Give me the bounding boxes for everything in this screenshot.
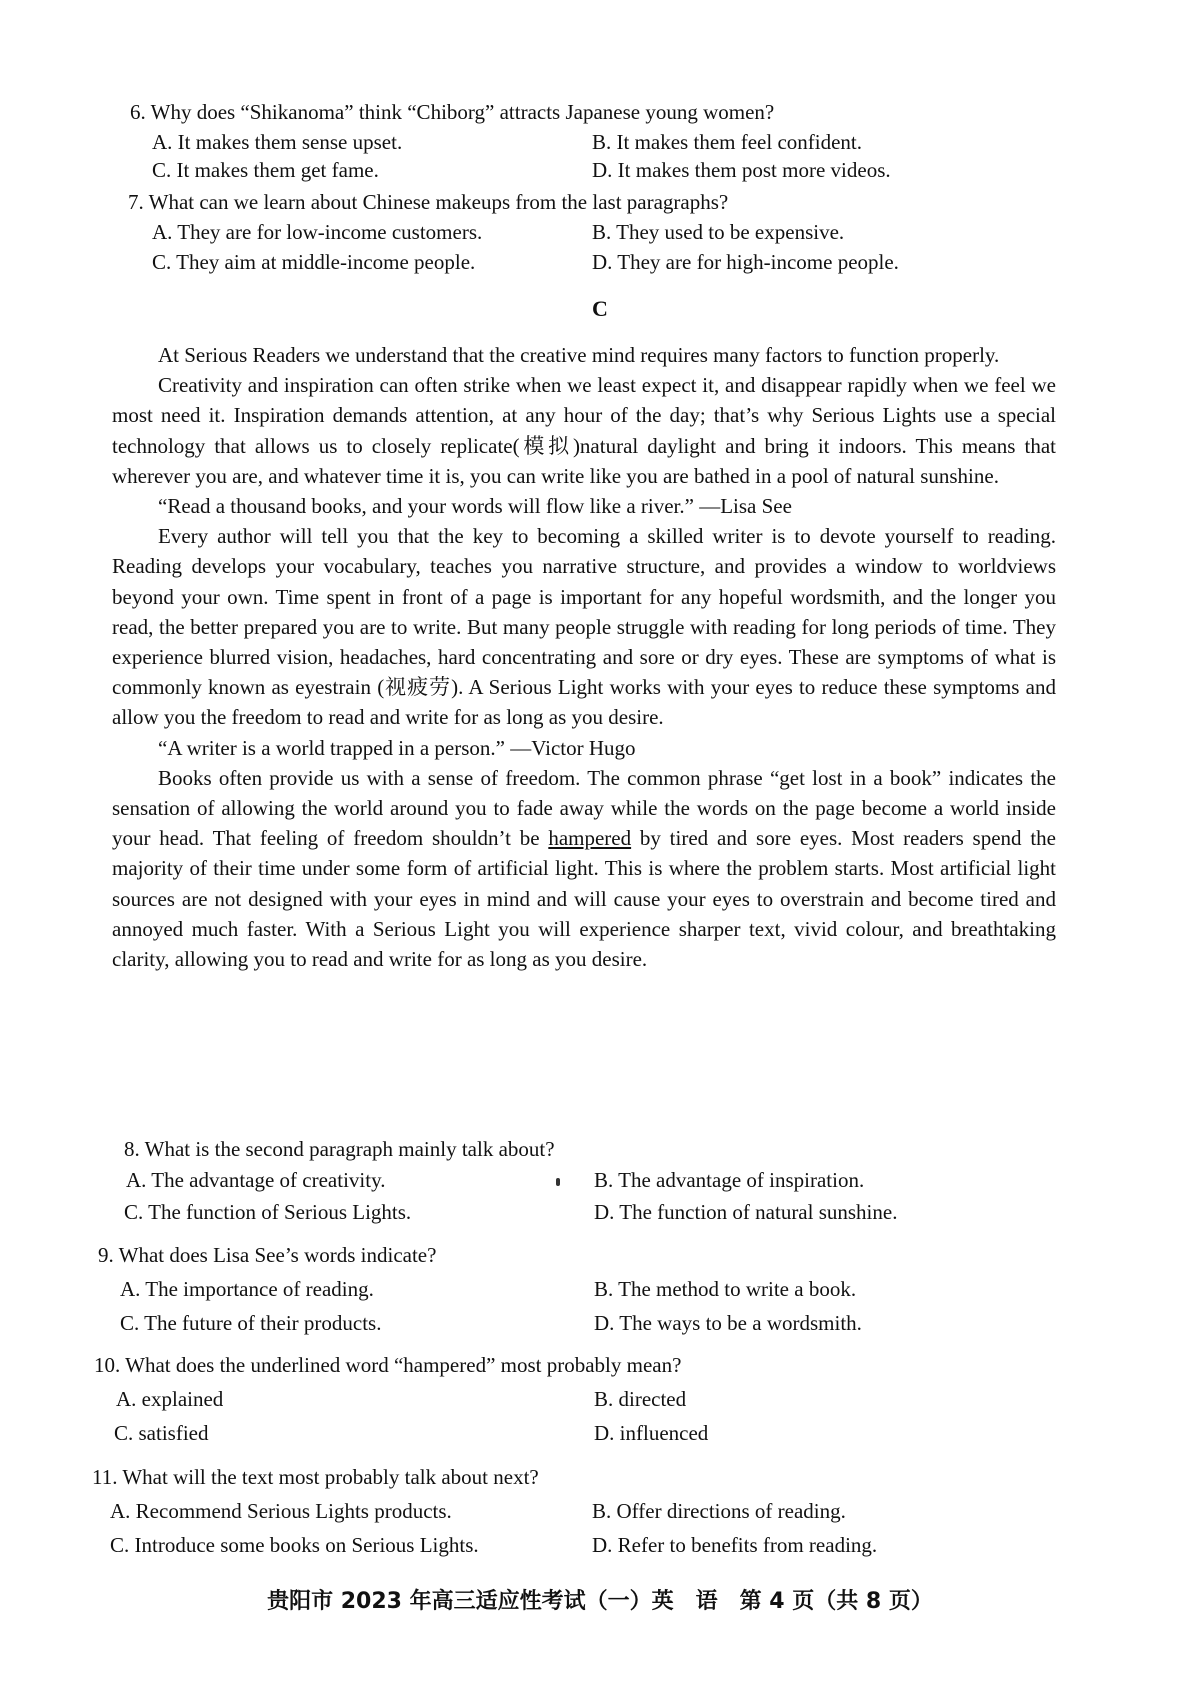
paragraph-4-text-before: Books often provide us with a sense of freedom. The common phrase “get lost in a book” indicates the sensation of allowing the world around you to fade away while the words on the page become a world inside your head. That feeling of freedom shouldn’t be — [112, 765, 1056, 851]
question-10-stem: 10. What does the underlined word “hampered” most probably mean? — [94, 1353, 682, 1377]
ink-smudge-mark — [556, 1178, 560, 1186]
question-11-stem: 11. What will the text most probably talk about next? — [92, 1465, 539, 1489]
question-10-option-d: D. influenced — [594, 1421, 709, 1445]
question-6-option-d: D. It makes them post more videos. — [592, 158, 891, 182]
question-7-stem: 7. What can we learn about Chinese makeups from the last paragraphs? — [128, 190, 729, 214]
underlined-word-hampered: hampered — [548, 826, 632, 851]
passage-paragraph-4 — [112, 763, 1056, 974]
question-6-option-c: C. It makes them get fame. — [152, 158, 379, 182]
question-9-option-b: B. The method to write a book. — [594, 1277, 857, 1301]
question-7-option-a: A. They are for low-income customers. — [152, 220, 483, 244]
page-footer: 贵阳市 2023 年高三适应性考试（一）英 语 第 4 页（共 8 页） — [267, 1589, 933, 1614]
question-8-option-a: A. The advantage of creativity. — [126, 1168, 386, 1192]
question-7-option-b: B. They used to be expensive. — [592, 220, 845, 244]
question-9-option-c: C. The future of their products. — [120, 1311, 382, 1335]
passage-quote-lisa-see: “Read a thousand books, and your words will flow like a river.” —Lisa See — [158, 494, 792, 519]
question-7-option-d: D. They are for high-income people. — [592, 250, 899, 274]
question-9-option-a: A. The importance of reading. — [120, 1277, 374, 1301]
question-10-option-c: C. satisfied — [114, 1421, 209, 1445]
section-c-heading: C — [592, 296, 608, 321]
question-9-stem: 9. What does Lisa See’s words indicate? — [98, 1243, 437, 1267]
passage-paragraph-3: Every author will tell you that the key to becoming a skilled writer is to devote yourself to reading. Reading develops your vocabulary, teaches you narrative structure, and provides a window to worldviews beyond your own. Time spent in front of a page is important for any hopeful wordsmith, and the longer you read, the better prepared you are to write. But many people struggle with reading for long periods of time. They experience blurred vision, headaches, hard concentrating and sore or dry eyes. These are symptoms of what is commonly known as eyestrain (视疲劳). A Serious Light works with your eyes to reduce these symptoms and allow you the freedom to read and write for as long as you desire. — [112, 524, 1056, 730]
question-11-option-a: A. Recommend Serious Lights products. — [110, 1499, 452, 1523]
question-10-option-a: A. explained — [116, 1387, 224, 1411]
question-11-option-c: C. Introduce some books on Serious Lights. — [110, 1533, 479, 1557]
question-9-option-d: D. The ways to be a wordsmith. — [594, 1311, 862, 1335]
passage-quote-victor-hugo: “A writer is a world trapped in a person.” —Victor Hugo — [158, 735, 636, 760]
passage-paragraph-2: Creativity and inspiration can often strike when we least expect it, and disappear rapidly when we feel we most need it. Inspiration demands attention, at any hour of the day; that’s why Serious Lights use a special technology that allows us to closely replicate(模拟)natural daylight and bring it indoors. This means that wherever you are, and whatever time it is, you can write like you are bathed in a pool of natural sunshine. — [112, 373, 1056, 488]
question-6-option-a: A. It makes them sense upset. — [152, 130, 403, 154]
question-6-option-b: B. It makes them feel confident. — [592, 130, 862, 154]
question-10-option-b: B. directed — [594, 1387, 687, 1411]
question-8-stem: 8. What is the second paragraph mainly talk about? — [124, 1137, 555, 1161]
question-7-option-c: C. They aim at middle-income people. — [152, 250, 476, 274]
question-8-option-d: D. The function of natural sunshine. — [594, 1200, 898, 1224]
reading-passage — [112, 340, 1056, 974]
question-8-option-b: B. The advantage of inspiration. — [594, 1168, 865, 1192]
question-11-option-b: B. Offer directions of reading. — [592, 1499, 846, 1523]
passage-paragraph-1: At Serious Readers we understand that the creative mind requires many factors to function properly. — [158, 343, 1000, 367]
question-6-stem: 6. Why does “Shikanoma” think “Chiborg” attracts Japanese young women? — [130, 100, 775, 124]
paragraph-4-text-after: by tired and sore eyes. Most readers spend the majority of their time under some form of artificial light. This is where the problem starts. Most artificial light sources are not designed with your eyes in mind and will cause your eyes to overstrain and become tired and annoyed much faster. With a Serious Light you will experience sharper text, vivid colour, and breathtaking clarity, allowing you to read and write for as long as you desire. — [112, 826, 1056, 972]
question-8-option-c: C. The function of Serious Lights. — [124, 1200, 412, 1224]
question-11-option-d: D. Refer to benefits from reading. — [592, 1533, 878, 1557]
